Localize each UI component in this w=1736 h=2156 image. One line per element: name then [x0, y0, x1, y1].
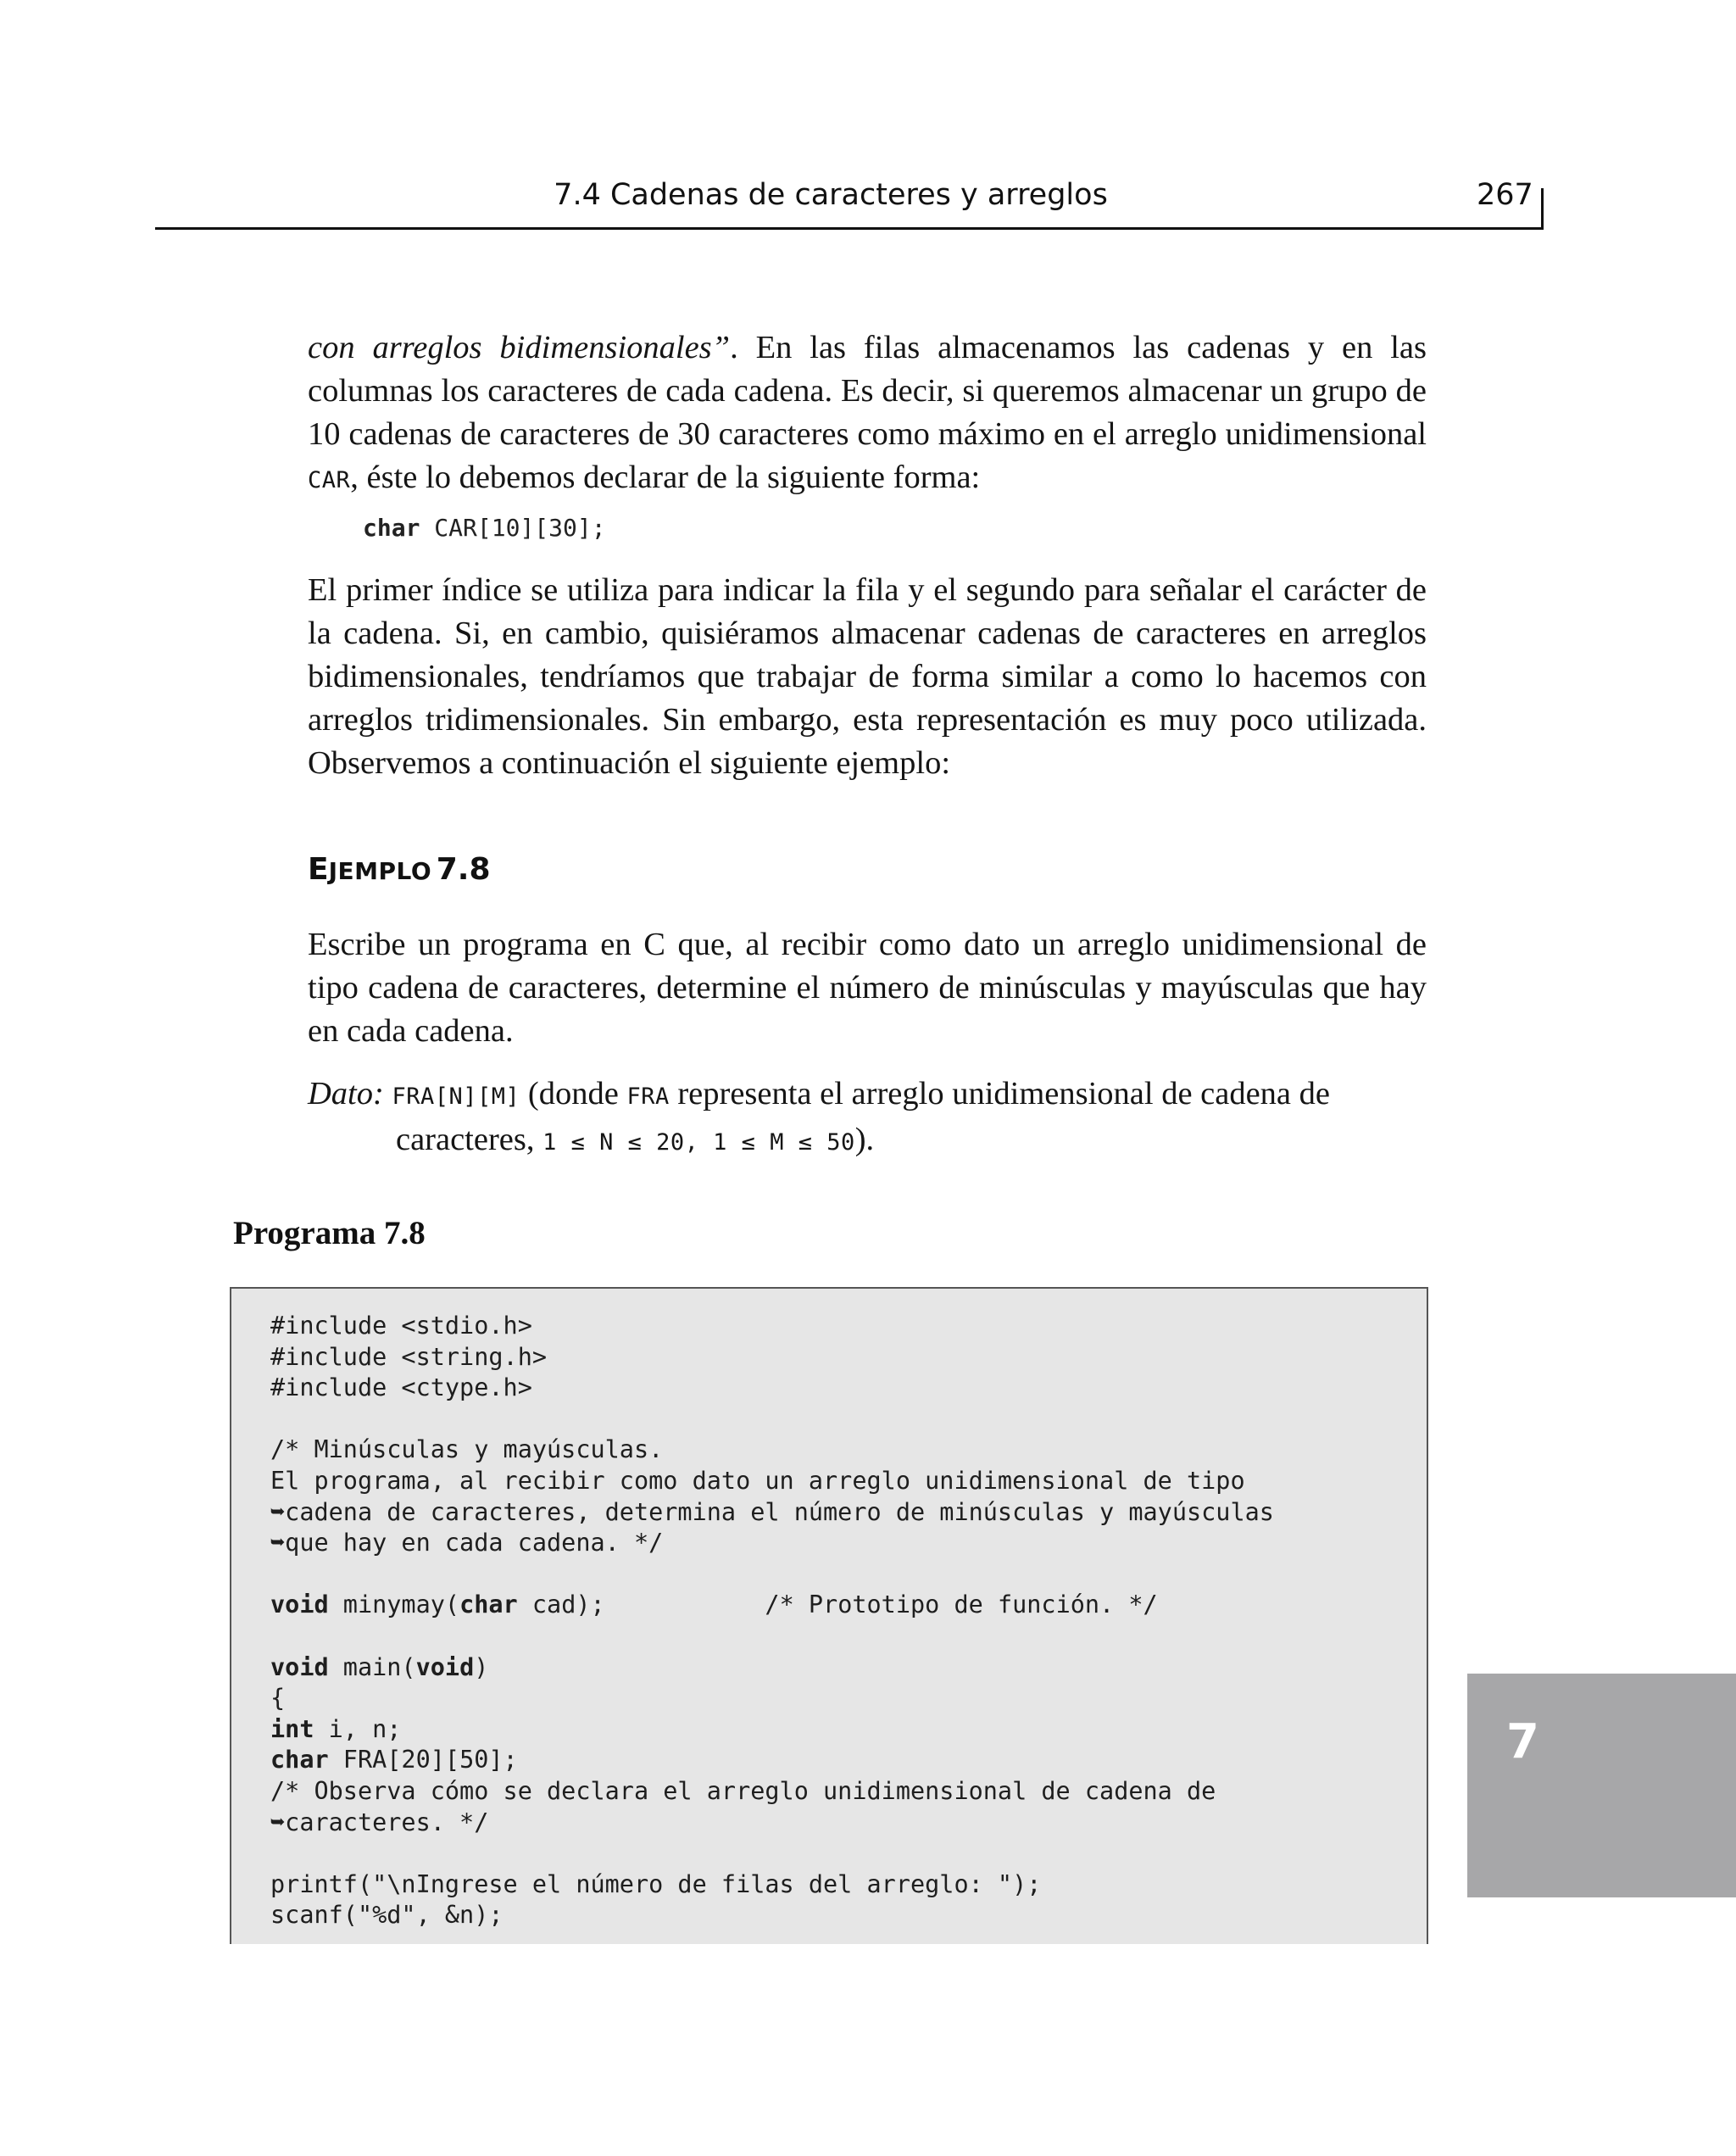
dato-text: caracteres, [396, 1122, 543, 1157]
code-line [270, 1683, 1274, 1714]
code-text: /* Observa cómo se declara el arreglo unidimensional de cadena de [270, 1776, 1216, 1805]
code-text: #include <ctype.h> [270, 1373, 532, 1402]
dato-text: representa el arreglo unidimensional de cadena de [669, 1076, 1330, 1111]
inline-code-constraints: 1 ≤ N ≤ 20, 1 ≤ M ≤ 50 [542, 1129, 855, 1156]
code-keyword: void [415, 1652, 475, 1681]
paragraph-text: . En las filas almacenamos las cadenas y en las columnas los caracteres de cada cadena. Es decir, si queremos almacenar un grupo de 10 cadenas de caracteres de 30 caracteres como máximo en el arreglo unidimensional [308, 330, 1427, 452]
code-text: { [270, 1684, 286, 1713]
code-keyword: void [270, 1591, 329, 1619]
keyword: char [363, 514, 420, 542]
inline-code-car: CAR [308, 467, 351, 493]
code-keyword: char [459, 1591, 518, 1619]
code-keyword: char [270, 1746, 329, 1774]
code-line [270, 1869, 1274, 1901]
code-text: ➥cadena de caracteres, determina el número de minúsculas y mayúsculas [270, 1497, 1274, 1526]
code-line [270, 1528, 1274, 1559]
code-text: scanf("%d", &n); [270, 1901, 504, 1930]
code-line [270, 1497, 1274, 1529]
declaration-code [363, 514, 606, 542]
code-text: main( [328, 1652, 416, 1681]
code-text: ➥caracteres. */ [270, 1808, 489, 1836]
code-text: CAR[10][30]; [420, 514, 606, 542]
code-text: i, n; [314, 1714, 402, 1743]
header-tick [1541, 188, 1544, 230]
paragraph-explanation [308, 569, 1427, 785]
code-line [270, 1652, 1274, 1684]
code-line [270, 1745, 1274, 1776]
code-line [270, 1311, 1274, 1342]
code-text: El programa, al recibir como dato un arreglo unidimensional de tipo [270, 1466, 1245, 1495]
code-text: ➥que hay en cada cadena. */ [270, 1529, 664, 1557]
paragraph-intro [308, 326, 1427, 502]
code-line [270, 1621, 1274, 1652]
dato-label: Dato: [308, 1076, 384, 1111]
code-line [270, 1714, 1274, 1746]
page-number: 267 [1477, 178, 1533, 212]
paragraph-text: Escribe un programa en C que, al recibir como dato un arreglo unidimensional de tipo cadena de caracteres, determine el número de minúsculas y mayúsculas que hay en cada cadena. [308, 927, 1427, 1049]
code-line [270, 1590, 1274, 1621]
code-line [270, 1466, 1274, 1497]
code-line [270, 1838, 1274, 1869]
code-text: #include <string.h> [270, 1342, 548, 1371]
code-line [270, 1342, 1274, 1373]
inline-code: FRA[N][M] [392, 1084, 520, 1110]
dato-block [308, 1072, 1427, 1164]
code-text: FRA[20][50]; [328, 1746, 518, 1774]
code-text: #include <stdio.h> [270, 1312, 532, 1340]
code-line [270, 1900, 1274, 1931]
example-label-rest: JEMPLO [328, 857, 432, 885]
italic-phrase: con arreglos bidimensionales” [308, 330, 731, 365]
running-header-title: 7.4 Cadenas de caracteres y arreglos [554, 178, 1108, 212]
code-listing [270, 1311, 1274, 1931]
code-text: cad); /* Prototipo de función. */ [517, 1591, 1158, 1619]
paragraph-text: El primer índice se utiliza para indicar la fila y el segundo para señalar el carácter de la cadena. Si, en cambio, quisiéramos almacenar cadenas de caracteres en arreglos bidimensionales, tendríamos que trabajar de forma similar a como lo hacemos con arreglos tridimensionales. Sin embargo, esta representación es muy poco utilizada. Observemos a continuación el siguiente ejemplo: [308, 572, 1427, 781]
code-line [270, 1559, 1274, 1591]
example-heading [308, 852, 491, 887]
code-text: /* Minúsculas y mayúsculas. [270, 1435, 664, 1464]
code-line [270, 1808, 1274, 1839]
code-line [270, 1776, 1274, 1808]
code-text: minymay( [328, 1591, 460, 1619]
dato-text: ). [854, 1122, 875, 1157]
header-rule [155, 227, 1543, 230]
example-statement [308, 923, 1427, 1053]
code-keyword: void [270, 1652, 329, 1681]
paragraph-text: , éste lo debemos declarar de la siguiente forma: [350, 460, 981, 495]
program-title: Programa 7.8 [233, 1215, 426, 1251]
chapter-number: 7 [1506, 1714, 1539, 1769]
chapter-tab [1467, 1674, 1736, 1897]
code-line [270, 1435, 1274, 1466]
code-keyword: int [270, 1714, 314, 1743]
code-line [270, 1404, 1274, 1435]
code-text: printf("\nIngrese el número de filas del arreglo: "); [270, 1869, 1042, 1898]
code-line [270, 1373, 1274, 1404]
dato-text: (donde [520, 1076, 627, 1111]
example-number: 7.8 [436, 852, 491, 887]
example-label-initial: E [308, 852, 329, 887]
inline-code: FRA [626, 1084, 670, 1110]
code-text: ) [474, 1652, 489, 1681]
